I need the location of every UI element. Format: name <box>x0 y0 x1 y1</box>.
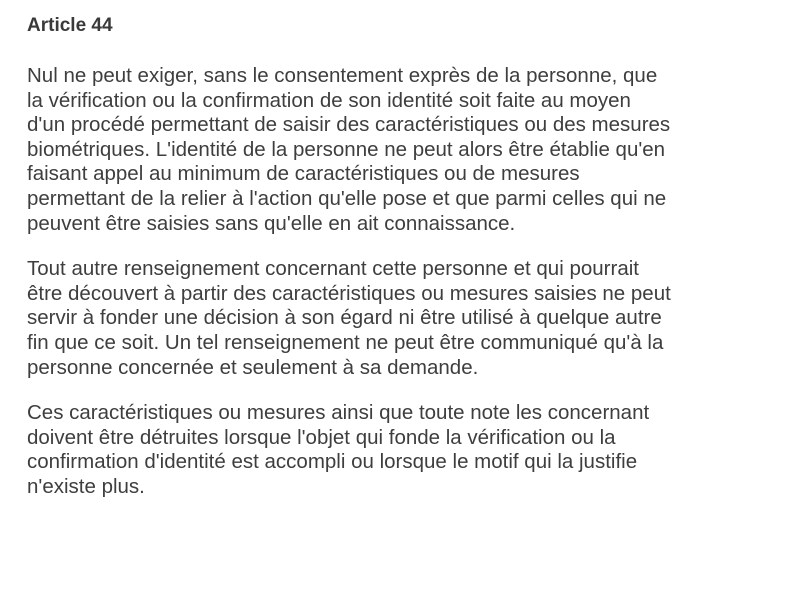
paragraph-line: la vérification ou la confirmation de son identité soit faite au moyen <box>27 88 631 112</box>
paragraph-line: servir à fonder une décision à son égard ni être utilisé à quelque autre <box>27 306 662 330</box>
paragraph-line: doivent être détruites lorsque l'objet qui fonde la vérification ou la <box>27 425 616 449</box>
paragraph-line: personne concernée et seulement à sa demande. <box>27 355 479 379</box>
paragraph-line: biométriques. L'identité de la personne ne peut alors être établie qu'en <box>27 137 666 161</box>
paragraph-line: peuvent être saisies sans qu'elle en ait connaissance. <box>27 211 516 235</box>
paragraph-line: Ces caractéristiques ou mesures ainsi que toute note les concernant <box>27 401 650 425</box>
paragraph-line: confirmation d'identité est accompli ou lorsque le motif qui la justifie <box>27 450 638 474</box>
paragraph-line: permettant de la relier à l'action qu'elle pose et que parmi celles qui ne <box>27 186 667 210</box>
article <box>27 12 787 521</box>
paragraph-line: fin que ce soit. Un tel renseignement ne peut être communiqué qu'à la <box>27 330 664 354</box>
paragraph-2 <box>27 257 787 380</box>
paragraph-line: Nul ne peut exiger, sans le consentement exprès de la personne, que <box>27 64 658 87</box>
paragraph-line: Tout autre renseignement concernant cette personne et qui pourrait <box>27 257 639 281</box>
paragraph-1 <box>27 64 787 236</box>
paragraph-line: n'existe plus. <box>27 474 145 498</box>
paragraph-line: faisant appel au minimum de caractéristiques ou de mesures <box>27 162 580 186</box>
paragraph-line: d'un procédé permettant de saisir des caractéristiques ou des mesures <box>27 113 671 137</box>
article-body <box>27 64 787 500</box>
article-title: Article 44 <box>27 15 113 36</box>
paragraph-3 <box>27 401 787 499</box>
paragraph-line: être découvert à partir des caractéristiques ou mesures saisies ne peut <box>27 281 671 305</box>
